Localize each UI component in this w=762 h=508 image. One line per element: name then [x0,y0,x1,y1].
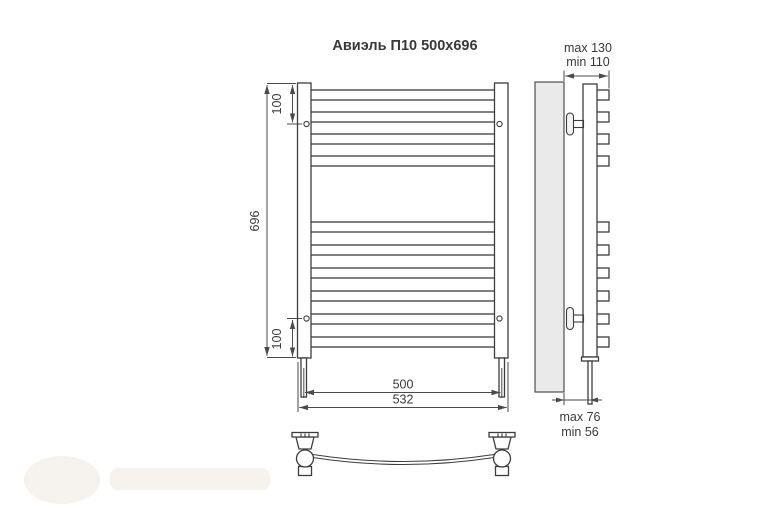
rung-stub [597,134,610,144]
left-fitting [292,433,318,476]
dim-label-532: 532 [392,392,414,407]
fitting-ball [494,450,511,467]
watermark [24,456,270,504]
bottom-view [292,433,515,476]
rung [311,337,496,347]
rung-stub [597,337,610,347]
rung-stubs [597,90,610,347]
rung-stub [597,222,610,232]
dimension-depth-top [564,41,612,89]
dim-label-100-bottom: 100 [270,328,284,350]
rung [311,134,496,144]
rung [311,245,496,255]
rung [311,222,496,232]
curved-rung-arc [313,455,494,462]
rung [311,314,496,324]
rung-group-bottom [311,222,496,347]
dim-label-500: 500 [392,377,414,392]
fitting-base [299,467,312,476]
rung-stub [597,268,610,278]
bracket-stem [573,121,584,128]
side-view [535,41,612,439]
bracket-stem [573,315,584,322]
rung-group-top [311,90,496,166]
dim-label-100-top: 100 [270,93,284,115]
dimension-depth-bottom [552,393,602,439]
rung [311,90,496,100]
dim-label-696: 696 [248,210,262,232]
bottom-connection-pipe [588,361,592,404]
dim-label-max-130: max 130 [564,41,612,55]
rung-stub [597,245,610,255]
dimension-height-696 [248,84,296,358]
dim-label-max-76: max 76 [559,410,601,424]
rung-stub [597,291,610,301]
rung [311,291,496,301]
wall [535,82,564,392]
rung-stub [597,156,610,166]
bracket-flange [567,113,574,135]
collector-profile [583,84,597,357]
fitting-body [296,437,314,449]
wall-bracket-bottom [567,308,584,330]
fitting-ball [297,450,314,467]
wall-bracket-top [567,113,584,135]
bracket-flange [567,308,574,330]
fitting-base [496,467,509,476]
dim-label-min-110: min 110 [566,55,610,69]
drawing-title: Авиэль П10 500x696 [332,38,478,54]
front-view [248,83,508,412]
rung [311,112,496,122]
dim-label-min-56: min 56 [561,425,599,439]
right-fitting [489,433,515,476]
rung [311,268,496,278]
rung [311,156,496,166]
rung-stub [597,314,610,324]
rung-stub [597,90,610,100]
fitting-body [493,437,511,449]
rung-stub [597,112,610,122]
